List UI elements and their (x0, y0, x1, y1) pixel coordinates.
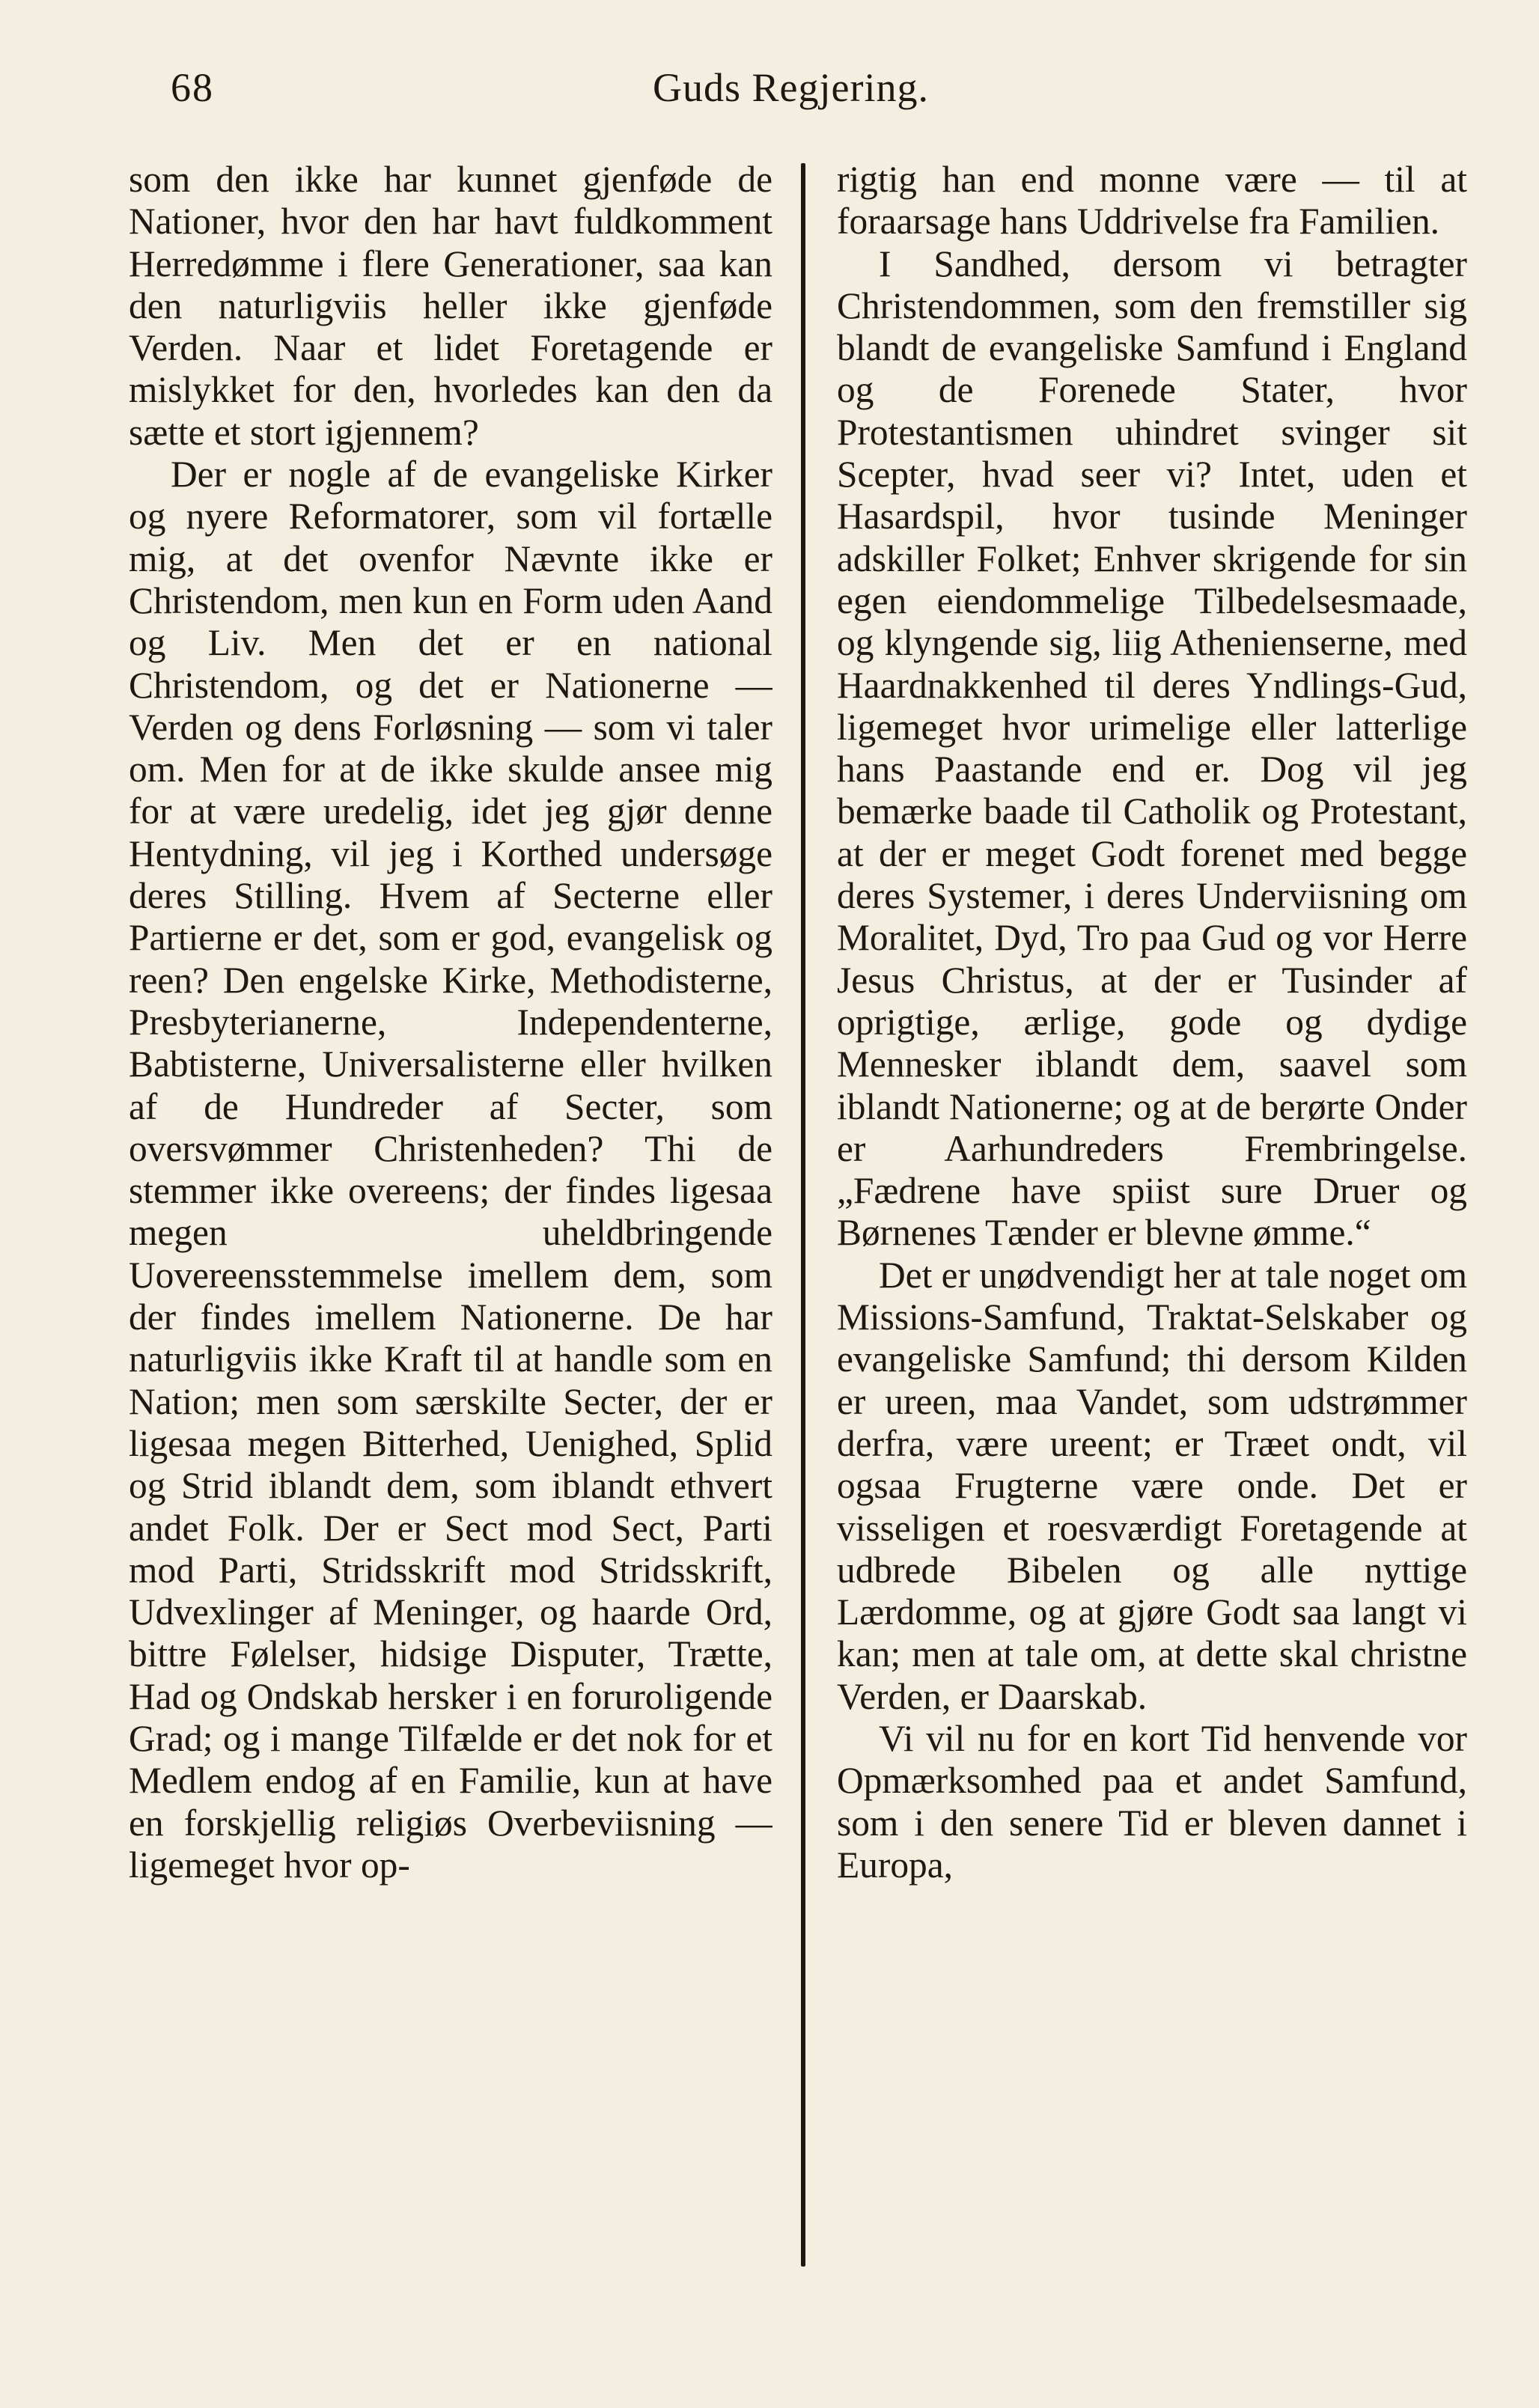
page-header (0, 64, 1539, 132)
paragraph: Der er nogle af de evangeliske Kirker og nyere Reformatorer, som vil fortælle mig, at det ovenfor Nævnte ikke er Christendom, men kun en Form uden Aand og Liv. Men det er en national Christendom, og det er Nationerne — Verden og dens Forløsning — som vi taler om. Men for at de ikke skulde ansee mig for at være uredelig, idet jeg gjør denne Hentydning, vil jeg i Korthed undersøge deres Stilling. Hvem af Secterne eller Partierne er det, som er god, evangelisk og reen? Den engelske Kirke, Methodisterne, Presbyterianerne, Independenterne, Babtisterne, Universalisterne eller hvilken af de Hundreder af Secter, som oversvømmer Christenheden? Thi de stemmer ikke overeens; der findes ligesaa megen uheldbringende Uovereensstemmelse imellem dem, som der findes imellem Nationerne. De har naturligviis ikke Kraft til at handle som en Nation; men som særskilte Secter, der er ligesaa megen Bitterhed, Uenighed, Splid og Strid iblandt dem, som iblandt ethvert andet Folk. Der er Sect mod Sect, Parti mod Parti, Stridsskrift mod Stridsskrift, Udvexlinger af Meninger, og haarde Ord, bittre Følelser, hidsige Disputer, Trætte, Had og Ondskab hersker i en foruroligende Grad; og i mange Tilfælde er det nok for et Medlem endog af en Familie, kun at have en forskjellig religiøs Overbeviisning — ligemeget hvor op- (129, 454, 772, 1886)
page-number: 68 (171, 65, 214, 110)
right-text-column (837, 159, 1467, 2270)
running-title: Guds Regjering. (653, 65, 929, 110)
left-text-column (129, 159, 772, 2270)
paragraph: rigtig han end monne være — til at foraarsage hans Uddrivelse fra Familien. (837, 159, 1467, 243)
paragraph: som den ikke har kunnet gjenføde de Nationer, hvor den har havt fuldkomment Herredømme i flere Generationer, saa kan den naturligviis heller ikke gjenføde Verden. Naar et lidet Foretagende er mislykket for den, hvorledes kan den da sætte et stort igjennem? (129, 159, 772, 453)
paragraph: Det er unødvendigt her at tale noget om Missions-Samfund, Traktat-Selskaber og evangeliske Samfund; thi dersom Kilden er ureen, maa Vandet, som udstrømmer derfra, være ureent; er Træet ondt, vil ogsaa Frugterne være onde. Det er visseligen et roesværdigt Foretagende at udbrede Bibelen og alle nyttige Lærdomme, og at gjøre Godt saa langt vi kan; men at tale om, at dette skal christne Verden, er Daarskab. (837, 1254, 1467, 1717)
paragraph: Vi vil nu for en kort Tid henvende vor Opmærksomhed paa et andet Samfund, som i den senere Tid er bleven dannet i Europa, (837, 1717, 1467, 1886)
column-divider-rule (801, 163, 805, 2267)
paragraph: I Sandhed, dersom vi betragter Christendommen, som den fremstiller sig blandt de evangeliske Samfund i England og de Forenede Stater, hvor Protestantismen uhindret svinger sit Scepter, hvad seer vi? Intet, uden et Hasardspil, hvor tusinde Meninger adskiller Folket; Enhver skrigende for sin egen eiendommelige Tilbedelsesmaade, og klyngende sig, liig Athenienserne, med Haardnakkenhed til deres Yndlings-Gud, ligemeget hvor urimelige eller latterlige hans Paastande end er. Dog vil jeg bemærke baade til Catholik og Protestant, at der er meget Godt forenet med begge deres Systemer, i deres Underviisning om Moralitet, Dyd, Tro paa Gud og vor Herre Jesus Christus, at der er Tusinder af oprigtige, ærlige, gode og dydige Mennesker iblandt dem, saavel som iblandt Nationerne; og at de berørte Onder er Aarhundreders Frembringelse. „Fædrene have spiist sure Druer og Børnenes Tænder er blevne ømme.“ (837, 243, 1467, 1254)
